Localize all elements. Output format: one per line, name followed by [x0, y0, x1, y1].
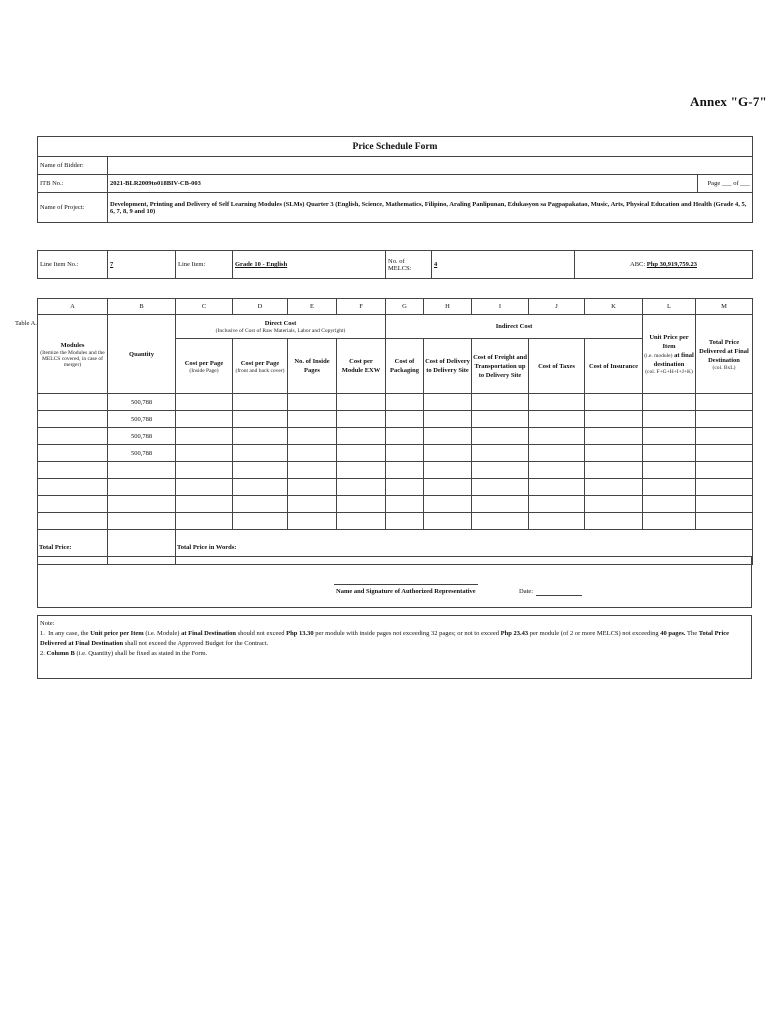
direct-cost-title: Direct Cost [264, 320, 297, 327]
form-header-table [37, 136, 753, 223]
bidder-label: Name of Bidder: [38, 157, 108, 175]
packaging-header: Cost of Packaging [386, 339, 424, 394]
cost-page-cover-header [233, 339, 288, 394]
col-letter-k: K [585, 299, 643, 315]
table-row [38, 496, 753, 513]
melcs-label: No. of MELCS: [386, 251, 432, 279]
quantity-cell[interactable] [108, 496, 176, 513]
table-cell[interactable] [337, 445, 386, 462]
table-cell[interactable] [38, 411, 108, 428]
table-cell[interactable] [38, 513, 108, 530]
table-cell[interactable] [529, 445, 585, 462]
abc-value: Php 30,919,759.23 [646, 261, 697, 268]
table-cell[interactable] [585, 479, 643, 496]
note-1-k: The [687, 630, 698, 637]
quantity-cell[interactable]: 500,788 [108, 411, 176, 428]
table-cell[interactable] [288, 462, 337, 479]
table-cell[interactable] [337, 411, 386, 428]
table-cell[interactable] [176, 428, 233, 445]
note-1-l: Total Price Delivered at Final Destination [40, 630, 730, 647]
note-table [37, 615, 752, 679]
freight-header: Cost of Freight and Transportation up to Delivery Site [472, 339, 529, 394]
table-cell[interactable] [288, 411, 337, 428]
table-cell[interactable] [424, 513, 472, 530]
col-letter-l: L [643, 299, 696, 315]
col-letter-m: M [696, 299, 753, 315]
table-cell[interactable] [233, 513, 288, 530]
note-2-a: 2. [40, 650, 45, 657]
table-cell[interactable] [529, 428, 585, 445]
signature-box [38, 557, 752, 608]
line-item-no-value: 7 [110, 261, 114, 268]
table-row [38, 479, 753, 496]
note-1-c: (i.e. Module) [145, 630, 180, 637]
table-cell[interactable] [643, 411, 696, 428]
quantity-header: Quantity [108, 315, 176, 394]
table-cell[interactable] [585, 394, 643, 411]
modules-title: Modules [60, 341, 85, 349]
table-cell[interactable] [643, 462, 696, 479]
table-cell[interactable] [38, 445, 108, 462]
cost-page-inside-title: Cost per Page [184, 359, 224, 367]
table-cell[interactable] [529, 411, 585, 428]
table-cell[interactable] [696, 496, 753, 513]
table-cell[interactable] [529, 462, 585, 479]
quantity-cell[interactable] [108, 479, 176, 496]
table-cell[interactable] [337, 428, 386, 445]
cost-page-cover-note: (front and back cover) [235, 367, 285, 374]
itb-value: 2021-BLR2009to018BIV-CB-003 [108, 175, 698, 193]
table-cell[interactable] [288, 428, 337, 445]
table-cell[interactable] [585, 496, 643, 513]
project-value: Development, Printing and Delivery of Self Learning Modules (SLMs) Quarter 3 (English, Science, Mathematics, Filipino, Araling Panlipunan, Edukasyon sa Pagpapakatao, Music, Arts, Physical Education and Health (Grade 4, 5, 6, 7, 8, 9 and 10) [108, 193, 753, 223]
table-cell[interactable] [386, 428, 424, 445]
table-cell[interactable] [233, 428, 288, 445]
table-cell[interactable] [424, 394, 472, 411]
delivery-header: Cost of Delivery to Delivery Site [424, 339, 472, 394]
table-cell[interactable] [386, 462, 424, 479]
modules-note: (Itemize the Modules and the MELCS covered, in case of merger) [40, 349, 105, 368]
price-schedule-table [37, 298, 753, 565]
table-cell[interactable] [176, 496, 233, 513]
table-cell[interactable] [643, 428, 696, 445]
table-cell[interactable] [38, 496, 108, 513]
itb-label: ITB No.: [38, 175, 108, 193]
page-label: Page ___ of ___ [698, 175, 753, 193]
table-cell[interactable] [233, 394, 288, 411]
table-cell[interactable] [38, 479, 108, 496]
table-cell[interactable] [38, 394, 108, 411]
table-cell[interactable] [176, 513, 233, 530]
table-cell[interactable] [386, 479, 424, 496]
melcs-value: 4 [434, 261, 438, 268]
col-letter-g: G [386, 299, 424, 315]
table-cell[interactable] [176, 479, 233, 496]
col-letter-d: D [233, 299, 288, 315]
table-cell[interactable] [386, 394, 424, 411]
table-cell[interactable] [424, 445, 472, 462]
line-item-no-label: Line Item No.: [38, 251, 108, 279]
table-cell[interactable] [472, 462, 529, 479]
table-row [38, 445, 753, 462]
note-2-c: (i.e. Quantity) shall be fixed as stated in the Form. [76, 650, 208, 657]
table-cell[interactable] [643, 496, 696, 513]
table-cell[interactable] [386, 411, 424, 428]
table-cell[interactable] [643, 513, 696, 530]
insurance-header: Cost of Insurance [585, 339, 643, 394]
table-cell[interactable] [696, 394, 753, 411]
table-cell[interactable] [472, 513, 529, 530]
table-cell[interactable] [472, 479, 529, 496]
table-cell[interactable] [643, 479, 696, 496]
table-cell[interactable] [696, 479, 753, 496]
table-row [38, 411, 753, 428]
total-words-label: Total Price in Words: [176, 530, 753, 565]
table-cell[interactable] [288, 394, 337, 411]
table-cell[interactable] [696, 411, 753, 428]
table-cell[interactable] [38, 462, 108, 479]
table-cell[interactable] [585, 445, 643, 462]
line-item-label: Line Item: [176, 251, 233, 279]
table-cell[interactable] [529, 394, 585, 411]
table-cell[interactable] [288, 445, 337, 462]
table-cell[interactable] [696, 445, 753, 462]
table-cell[interactable] [424, 496, 472, 513]
table-cell[interactable] [386, 496, 424, 513]
note-1-j: 40 pages. [660, 630, 686, 637]
table-cell[interactable] [176, 411, 233, 428]
indirect-cost-header: Indirect Cost [386, 315, 643, 339]
col-letter-j: J [529, 299, 585, 315]
col-letter-b: B [108, 299, 176, 315]
note-item-2 [40, 649, 749, 659]
col-letter-e: E [288, 299, 337, 315]
table-cell[interactable] [696, 513, 753, 530]
table-cell[interactable] [472, 445, 529, 462]
table-cell[interactable] [233, 479, 288, 496]
line-item-table [37, 250, 753, 279]
annex-label: Annex "G-7" [690, 94, 767, 109]
date-line[interactable] [536, 595, 582, 596]
note-1-g: per module with inside pages not exceeding 32 pages; or not to exceed [315, 630, 499, 637]
table-cell[interactable] [472, 496, 529, 513]
unit-price-module: (i.e. module) [644, 353, 673, 359]
col-letter-a: A [38, 299, 108, 315]
table-cell[interactable] [472, 428, 529, 445]
table-row [38, 513, 753, 530]
unit-price-header [643, 315, 696, 394]
note-1-e: should not exceed [237, 630, 285, 637]
table-cell[interactable] [288, 479, 337, 496]
table-cell[interactable] [233, 462, 288, 479]
cost-page-cover-title: Cost per Page [240, 359, 280, 367]
project-label: Name of Project: [38, 193, 108, 223]
total-price-title: Total Price Delivered at Final Destination [699, 338, 749, 364]
table-cell[interactable] [176, 462, 233, 479]
table-cell[interactable] [288, 513, 337, 530]
note-1-i: per module (of 2 or more MELCS) not exceeding [529, 630, 659, 637]
note-item-1 [40, 629, 749, 649]
table-cell[interactable] [424, 462, 472, 479]
col-letter-i: I [472, 299, 529, 315]
table-cell[interactable] [386, 513, 424, 530]
col-letter-c: C [176, 299, 233, 315]
table-row [38, 394, 753, 411]
table-cell[interactable] [424, 479, 472, 496]
table-cell[interactable] [386, 445, 424, 462]
signature-line[interactable] [334, 584, 478, 585]
col-letter-f: F [337, 299, 386, 315]
table-cell[interactable] [176, 394, 233, 411]
signature-label: Name and Signature of Authorized Representative [336, 588, 476, 595]
cost-module-header: Cost per Module EXW [337, 339, 386, 394]
note-2-b: Column B [46, 650, 75, 657]
table-cell[interactable] [337, 496, 386, 513]
cost-page-inside-note: (Inside Page) [189, 367, 219, 374]
signature-table [37, 556, 752, 608]
line-item-value: Grade 10 - English [235, 261, 288, 268]
table-cell[interactable] [288, 496, 337, 513]
note-heading: Note: [40, 620, 55, 627]
table-cell[interactable] [585, 411, 643, 428]
total-price-header [696, 315, 753, 394]
table-cell[interactable] [424, 411, 472, 428]
table-cell[interactable] [585, 513, 643, 530]
form-title: Price Schedule Form [38, 137, 753, 157]
unit-price-final: at final destination [653, 352, 694, 368]
table-cell[interactable] [337, 462, 386, 479]
table-cell[interactable] [233, 445, 288, 462]
table-a-label: Table A. [15, 320, 37, 327]
abc-label: ABC: [630, 261, 646, 268]
table-cell[interactable] [585, 428, 643, 445]
cost-page-inside-header [176, 339, 233, 394]
note-1-h: Php 23.43 [500, 630, 529, 637]
quantity-cell[interactable]: 500,788 [108, 394, 176, 411]
unit-price-note: (col. F+G+H+I+J+K) [645, 369, 693, 375]
modules-header [38, 315, 108, 394]
table-cell[interactable] [529, 513, 585, 530]
abc-cell [575, 251, 753, 279]
col-letter-h: H [424, 299, 472, 315]
direct-cost-header [176, 315, 386, 339]
table-cell[interactable] [233, 411, 288, 428]
note-1-d: at Final Destination [181, 630, 236, 637]
table-cell[interactable] [529, 496, 585, 513]
table-cell[interactable] [233, 496, 288, 513]
table-cell[interactable] [337, 394, 386, 411]
note-1-m: shall not exceed the Approved Budget for the Contract. [124, 640, 269, 647]
total-price-label: Total Price: [38, 530, 108, 565]
bidder-field[interactable] [108, 157, 753, 175]
table-row [38, 428, 753, 445]
table-cell[interactable] [337, 513, 386, 530]
table-cell[interactable] [38, 428, 108, 445]
quantity-cell[interactable]: 500,788 [108, 445, 176, 462]
unit-price-title: Unit Price per Item [649, 334, 689, 350]
taxes-header: Cost of Taxes [529, 339, 585, 394]
date-label: Date: [519, 588, 534, 595]
table-cell[interactable] [696, 462, 753, 479]
table-cell[interactable] [337, 479, 386, 496]
direct-cost-note: (Inclusive of Cost of Raw Materials, Labor and Copyright) [215, 328, 346, 334]
table-cell[interactable] [643, 394, 696, 411]
note-1-b: Unit price per Item [90, 630, 144, 637]
note-box [38, 616, 752, 679]
table-cell[interactable] [585, 462, 643, 479]
note-1-a: 1. In any case, the [40, 630, 89, 637]
table-cell[interactable] [472, 411, 529, 428]
table-cell[interactable] [472, 394, 529, 411]
table-cell[interactable] [643, 445, 696, 462]
total-price-note: (col. BxL) [712, 364, 736, 371]
table-cell[interactable] [176, 445, 233, 462]
quantity-cell[interactable] [108, 462, 176, 479]
quantity-cell[interactable] [108, 513, 176, 530]
table-row [38, 462, 753, 479]
note-1-f: Php 13.30 [286, 630, 314, 637]
data-rows [38, 394, 753, 530]
table-cell[interactable] [529, 479, 585, 496]
table-cell[interactable] [424, 428, 472, 445]
inside-pages-header: No. of Inside Pages [288, 339, 337, 394]
quantity-cell[interactable]: 500,788 [108, 428, 176, 445]
table-cell[interactable] [696, 428, 753, 445]
